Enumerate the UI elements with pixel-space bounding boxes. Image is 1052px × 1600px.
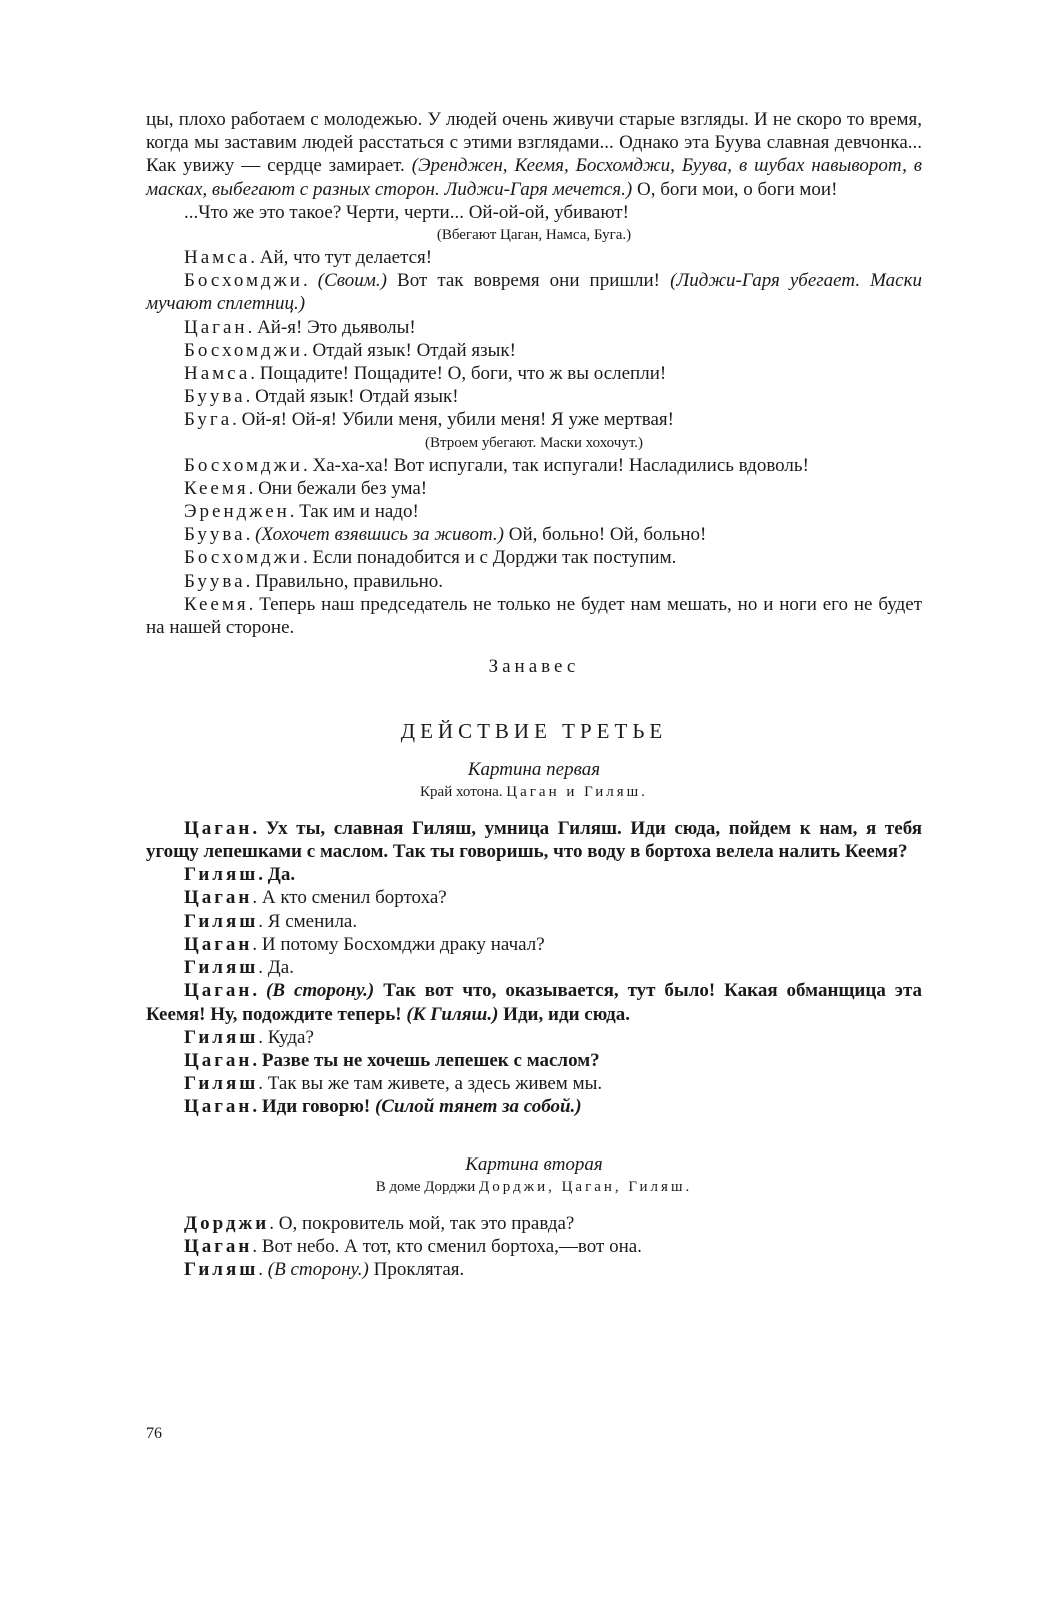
line-text: Так им и надо!	[299, 501, 419, 523]
speaker: Буува	[184, 570, 246, 592]
speaker: Дорджи	[184, 1212, 270, 1234]
speaker: Босхомджи	[184, 454, 303, 476]
line-text: Ай-я! Это дьяволы!	[257, 316, 416, 338]
speaker: Гиляш	[184, 957, 259, 979]
line-text: Ай, что тут делается!	[259, 247, 433, 269]
speaker: Босхомджи	[184, 547, 303, 569]
speaker: Цаган	[184, 1049, 253, 1071]
characters: Цаган и Гиляш.	[506, 783, 648, 800]
stage-direction: (Своим.)	[317, 270, 387, 292]
line-text: Если понадобится и с Дорджи так поступим.	[312, 547, 677, 569]
speaker: Гиляш	[184, 1073, 259, 1095]
page-number: 76	[146, 1425, 162, 1442]
line-text: Да.	[267, 957, 294, 979]
line-text: Иди говорю!	[261, 1096, 371, 1118]
speaker: Буува	[184, 524, 246, 546]
speaker: Эренджен	[184, 501, 290, 523]
paragraph: ...Что же это такое? Черти, черти... Ой-ой-ой, убивают!	[184, 201, 629, 223]
stage-direction: (К Гиляш.)	[406, 1003, 499, 1025]
speaker: Гиляш	[184, 864, 259, 886]
line-text: Проклятая.	[373, 1259, 465, 1281]
speaker: Цаган	[184, 933, 253, 955]
stage-direction: (Хохочет взявшись за живот.)	[255, 524, 504, 546]
dialogue-line: Намса. Ай, что тут делается!	[184, 247, 433, 269]
speaker: Буга	[184, 409, 233, 431]
dialogue-line: Буга. Ой-я! Ой-я! Убили меня, убили меня! Я уже мертвая!	[184, 409, 674, 431]
setting-text: В доме Дорджи	[375, 1178, 476, 1195]
dialogue-line: Босхомджи. Если понадобится и с Дорджи так поступим.	[184, 547, 677, 569]
dialogue-line: Кеемя. Они бежали без ума!	[184, 477, 428, 499]
speaker: Цаган	[184, 817, 253, 839]
line-text: Ух ты, славная Гиляш, умница Гиляш. Иди сюда, пойдем к нам, я тебя угощу лепешками с маслом. Так ты говоришь, что воду в бортоха велела налить Кеемя?	[146, 817, 923, 863]
line-text: Правильно, правильно.	[255, 570, 444, 592]
scene-title: Картина вторая	[465, 1153, 603, 1175]
act-title: ДЕЙСТВИЕ ТРЕТЬЕ	[400, 719, 668, 744]
stage-direction: (В сторону.)	[266, 980, 375, 1002]
stage-direction: (Вбегают Цаган, Намса, Буга.)	[436, 227, 632, 244]
scene-title: Картина первая	[467, 758, 601, 780]
scene-setting	[146, 1176, 922, 1198]
paragraph	[146, 108, 922, 201]
speaker: Буува	[184, 386, 246, 408]
dialogue-line: Гиляш. Куда?	[184, 1026, 314, 1048]
line-text: Ой, больно! Ой, больно!	[508, 524, 707, 546]
stage-direction: (Эренджен, Кеемя, Босхомджи, Буува, в шубах навыворот, в масках, выбегают с разных сторон. Лиджи-Гаря мечется.)	[146, 155, 923, 200]
dialogue-line: Буува. (Хохочет взявшись за живот.) Ой, больно! Ой, больно!	[184, 524, 707, 546]
line-text: Пощадите! Пощадите! О, боги, что ж вы ослепли!	[259, 363, 667, 385]
curtain-heading: Занавес	[488, 656, 580, 678]
scene-setting	[146, 781, 922, 803]
dialogue-line: Цаган. Иди говорю! (Силой тянет за собой.)	[184, 1096, 582, 1118]
dialogue-line: Босхомджи. Ха-ха-ха! Вот испугали, так испугали! Насладились вдоволь!	[184, 454, 809, 476]
line-text: Я сменила.	[267, 910, 358, 932]
dialogue-line: Цаган. Вот небо. А тот, кто сменил бортоха,—вот она.	[184, 1235, 642, 1257]
dialogue-line: Гиляш. Да.	[184, 864, 296, 886]
dialogue-line: Намса. Пощадите! Пощадите! О, боги, что ж вы ослепли!	[184, 363, 667, 385]
dialogue-line: Гиляш. (В сторону.) Проклятая.	[184, 1259, 465, 1281]
dialogue-line: Цаган. Ух ты, славная Гиляш, умница Гиляш. Иди сюда, пойдем к нам, я тебя угощу лепешками с маслом. Так ты говоришь, что воду в бортоха велела налить Кеемя?	[146, 817, 923, 863]
speaker: Цаган	[184, 887, 253, 909]
speaker: Цаган	[184, 1096, 253, 1118]
dialogue-line: Гиляш. Да.	[184, 957, 294, 979]
line-text: И потому Босхомджи драку начал?	[261, 933, 545, 955]
speaker: Босхомджи	[184, 339, 303, 361]
dialogue-line: Дорджи. О, покровитель мой, так это правда?	[184, 1212, 575, 1234]
speaker: Гиляш	[184, 1026, 259, 1048]
dialogue-line: Цаган. И потому Босхомджи драку начал?	[184, 933, 545, 955]
dialogue-line: Босхомджи. Отдай язык! Отдай язык!	[184, 339, 516, 361]
stage-direction: (В сторону.)	[267, 1259, 369, 1281]
dialogue-line: Цаган. Ай-я! Это дьяволы!	[184, 316, 416, 338]
speaker: Цаган	[184, 316, 248, 338]
speaker: Цаган	[184, 980, 253, 1002]
stage-direction: (Силой тянет за собой.)	[374, 1096, 582, 1118]
line-text: О, покровитель мой, так это правда?	[278, 1212, 575, 1234]
stage-direction: (Лиджи-Гаря убегает. Маски мучают сплетниц.)	[146, 270, 923, 315]
text: цы, плохо работаем с молодежью. У людей очень живучи старые взгляды. И не скоро то время, когда мы заставим людей расстаться с этими взглядами... Однако эта Буува славная девчонка... Как увижу — сердце замирает.	[146, 109, 922, 177]
speaker: Кеемя	[184, 593, 249, 615]
dialogue-line: Гиляш. Я сменила.	[184, 910, 358, 932]
dialogue-line: Гиляш. Так вы же там живете, а здесь живем мы.	[184, 1073, 603, 1095]
dialogue-line: Кеемя. Теперь наш председатель не только не будет нам мешать, но и ноги его не будет на нашей стороне.	[146, 593, 923, 639]
line-text: Да.	[267, 864, 296, 886]
line-text: Ой-я! Ой-я! Убили меня, убили меня! Я уже мертвая!	[241, 409, 674, 431]
stage-direction: (Втроем убегают. Маски хохочут.)	[425, 434, 643, 451]
setting-text: Край хотона.	[420, 783, 503, 800]
line-text: Они бежали без ума!	[258, 477, 428, 499]
speaker: Гиляш	[184, 910, 259, 932]
speaker: Цаган	[184, 1235, 253, 1257]
speaker: Гиляш	[184, 1259, 259, 1281]
dialogue-line: Буува. Правильно, правильно.	[184, 570, 444, 592]
line-text: Отдай язык! Отдай язык!	[255, 386, 459, 408]
dialogue-line: Босхомджи. (Своим.) Вот так вовремя они пришли! (Лиджи-Гаря убегает. Маски мучают сплетниц.)	[146, 270, 923, 315]
line-text: А кто сменил бортоха?	[261, 887, 447, 909]
dialogue-line: Буува. Отдай язык! Отдай язык!	[184, 386, 459, 408]
dialogue-line: Цаган. Разве ты не хочешь лепешек с маслом?	[184, 1049, 600, 1071]
line-text: Вот так вовремя они пришли!	[397, 270, 660, 292]
dialogue-line: Эренджен. Так им и надо!	[184, 501, 419, 523]
speaker: Кеемя	[184, 477, 249, 499]
text: О, боги мои, о боги мои!	[636, 178, 838, 200]
dialogue-line: Цаган. (В сторону.) Так вот что, оказывается, тут было! Какая обманщица эта Кеемя! Ну, подождите теперь! (К Гиляш.) Иди, иди сюда.	[146, 980, 923, 1025]
dialogue-line: Цаган. А кто сменил бортоха?	[184, 887, 447, 909]
speaker: Намса	[184, 247, 251, 269]
speaker: Босхомджи	[184, 270, 303, 292]
line-text: Ха-ха-ха! Вот испугали, так испугали! Насладились вдоволь!	[312, 454, 809, 476]
line-text: Вот небо. А тот, кто сменил бортоха,—вот она.	[261, 1235, 642, 1257]
line-text: Куда?	[267, 1026, 314, 1048]
line-text: Так вот что, оказывается, тут было! Какая обманщица эта Кеемя! Ну, подождите теперь!	[146, 980, 923, 1025]
line-text: Теперь наш председатель не только не будет нам мешать, но и ноги его не будет на нашей стороне.	[146, 593, 923, 639]
line-text: Так вы же там живете, а здесь живем мы.	[267, 1073, 603, 1095]
line-text: Разве ты не хочешь лепешек с маслом?	[261, 1049, 600, 1071]
page-text	[146, 108, 922, 1281]
speaker: Намса	[184, 363, 251, 385]
characters: Дорджи, Цаган, Гиляш.	[479, 1178, 693, 1195]
line-text: Иди, иди сюда.	[503, 1003, 630, 1025]
line-text: Отдай язык! Отдай язык!	[312, 339, 516, 361]
